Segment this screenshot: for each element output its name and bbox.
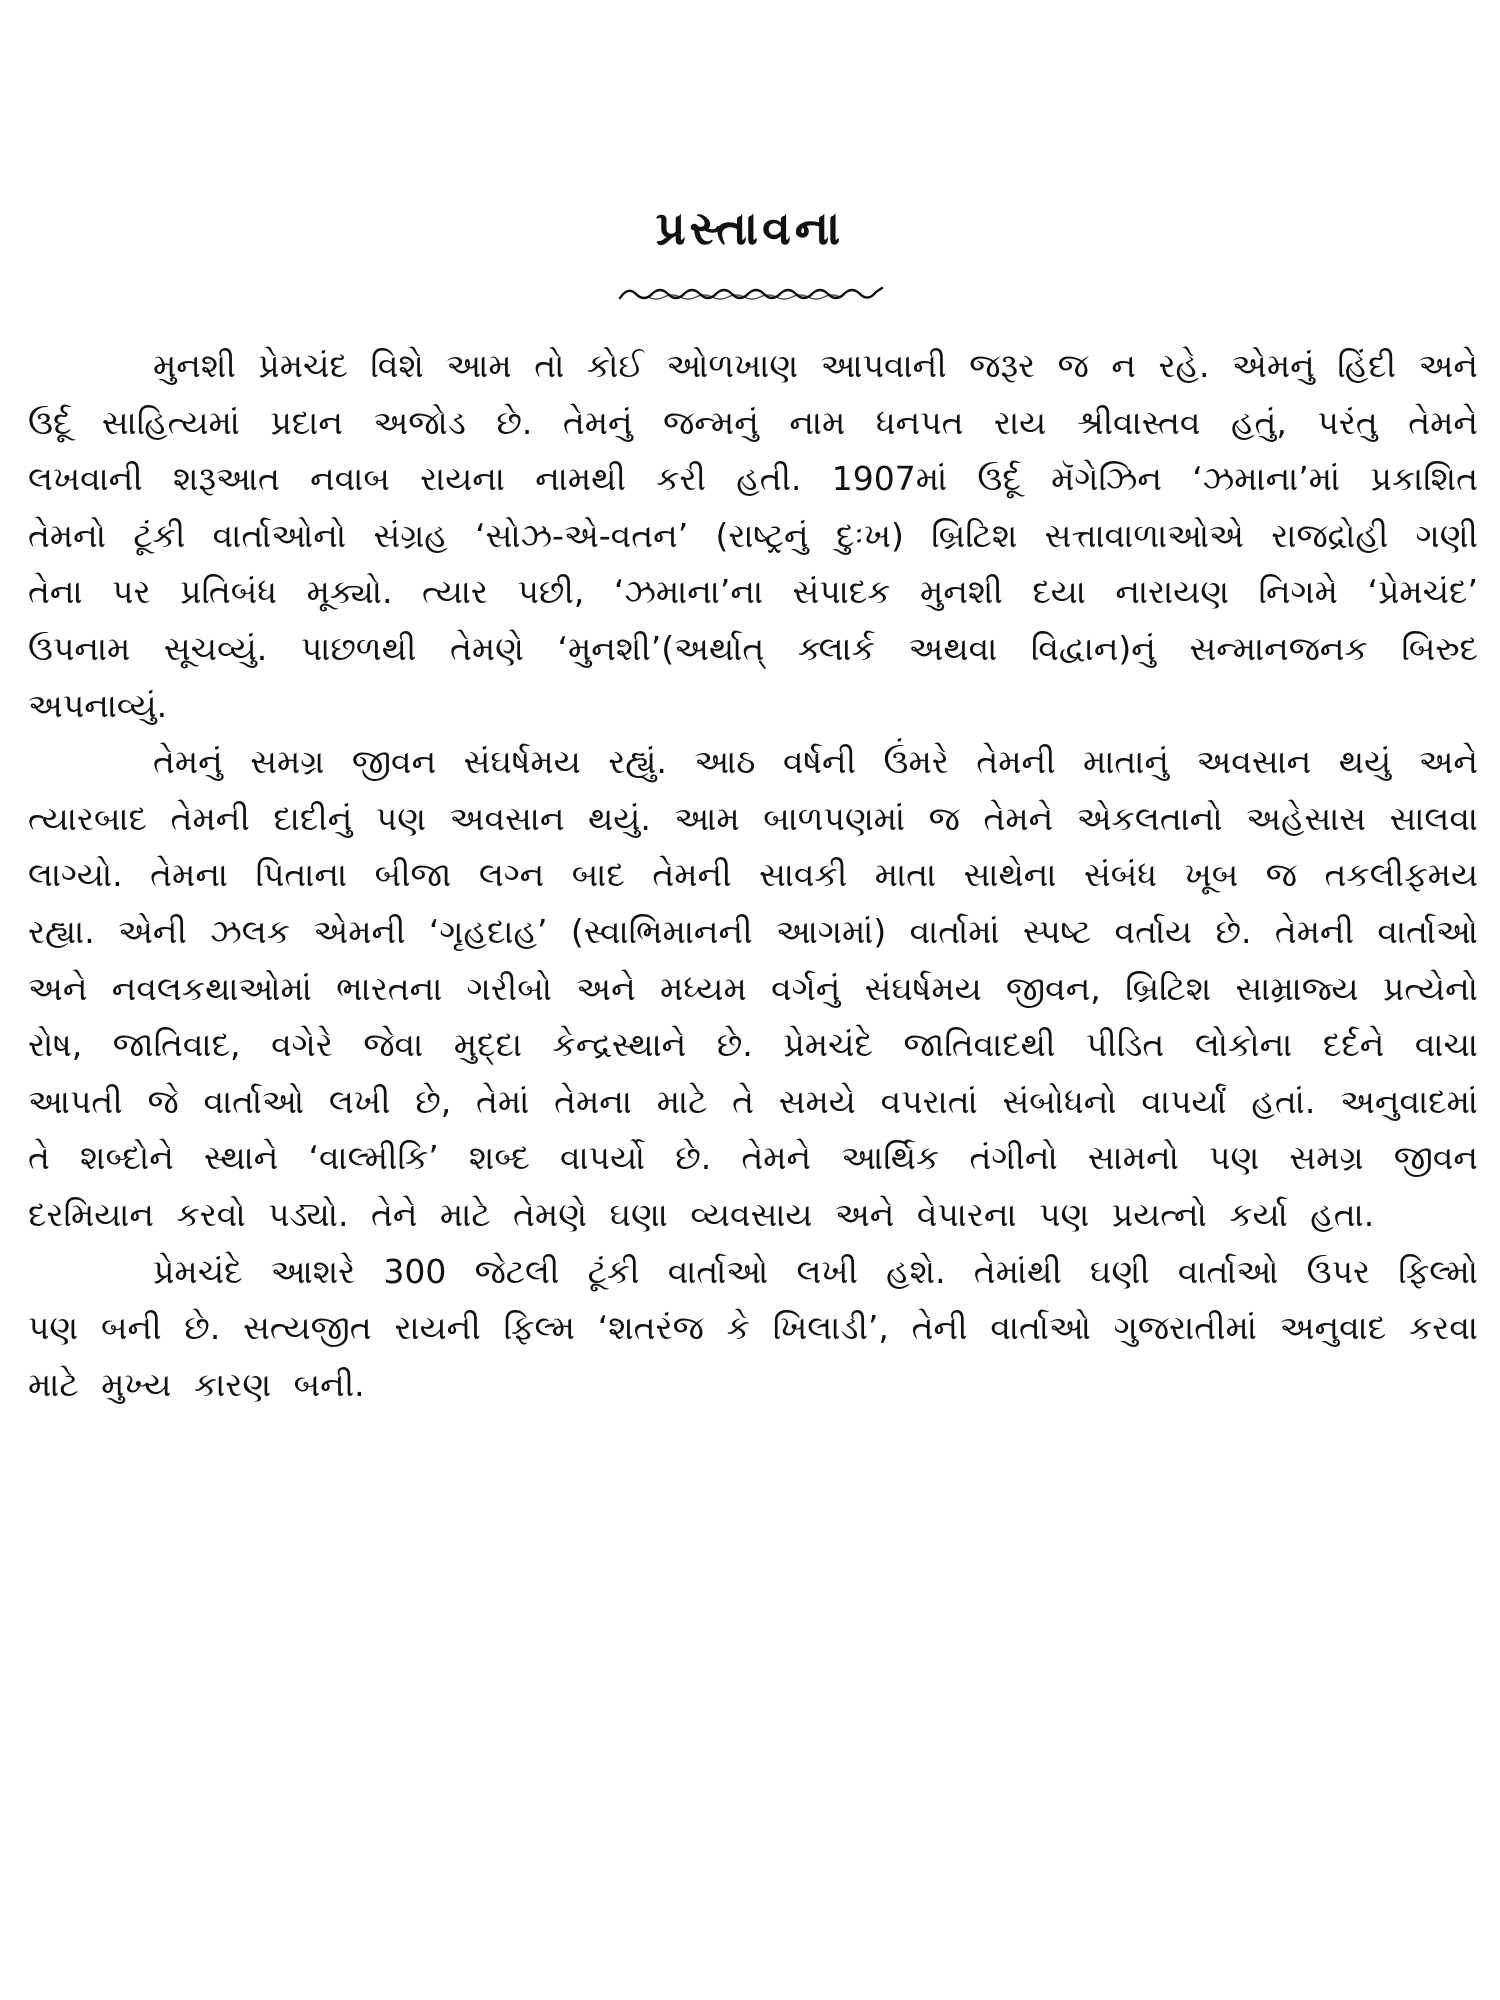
wavy-divider-ornament — [618, 282, 884, 306]
paragraph-3: પ્રેમચંદે આશરે 300 જેટલી ટૂંકી વાર્તાઓ લખી હશે. તેમાંથી ઘણી વાર્તાઓ ઉપર ફિલ્મો પણ બની છે. સત્યજીત રાયની ફિલ્મ ‘શતરંજ કે ખિલાડી’, તેની વાર્તાઓ ગુજરાતીમાં અનુવાદ કરવા માટે મુખ્ય કારણ બની. — [28, 1251, 1478, 1404]
body-text — [28, 338, 1478, 1413]
paragraph-1: મુનશી પ્રેમચંદ વિશે આમ તો કોઈ ઓળખાણ આપવાની જરૂર જ ન રહે. એમનું હિંદી અને ઉર્દૂ સાહિત્યમાં પ્રદાન અજોડ છે. તેમનું જન્મનું નામ ધનપત રાય શ્રીવાસ્તવ હતું, પરંતુ તેમને લખવાની શરૂઆત નવાબ રાયના નામથી કરી હતી. 1907માં ઉર્દૂ મૅગેઝિન ‘ઝમાના’માં પ્રકાશિત તેમનો ટૂંકી વાર્તાઓનો સંગ્રહ ‘સોઝ-એ-વતન’ (રાષ્ટ્રનું દુઃખ) બ્રિટિશ સત્તાવાળાઓએ રાજદ્રોહી ગણી તેના પર પ્રતિબંધ મૂક્યો. ત્યાર પછી, ‘ઝમાના’ના સંપાદક મુનશી દયા નારાયણ નિગમે ‘પ્રેમચંદ’ ઉપનામ સૂચવ્યું. પાછળથી તેમણે ‘મુનશી’(અર્થાત્ ક્લાર્ક અથવા વિદ્વાન)નું સન્માનજનક બિરુદ અપનાવ્યું. — [28, 346, 1478, 725]
paragraph-2: તેમનું સમગ્ર જીવન સંઘર્ષમય રહ્યું. આઠ વર્ષની ઉંમરે તેમની માતાનું અવસાન થયું અને ત્યારબાદ તેમની દાદીનું પણ અવસાન થયું. આમ બાળપણમાં જ તેમને એકલતાનો અહેસાસ સાલવા લાગ્યો. તેમના પિતાના બીજા લગ્ન બાદ તેમની સાવકી માતા સાથેના સંબંધ ખૂબ જ તકલીફમય રહ્યા. એની ઝલક એમની ‘ગૃહદાહ’ (સ્વાભિમાનની આગમાં) વાર્તામાં સ્પષ્ટ વર્તાય છે. તેમની વાર્તાઓ અને નવલકથાઓમાં ભારતના ગરીબો અને મધ્યમ વર્ગનું સંઘર્ષમય જીવન, બ્રિટિશ સામ્રાજ્ય પ્રત્યેનો રોષ, જાતિવાદ, વગેરે જેવા મુદ્દા કેન્દ્રસ્થાને છે. પ્રેમચંદે જાતિવાદથી પીડિત લોકોના દર્દને વાચા આપતી જે વાર્તાઓ લખી છે, તેમાં તેમના માટે તે સમયે વપરાતાં સંબોધનો વાપર્યાં હતાં. અનુવાદમાં તે શબ્દોને સ્થાને ‘વાલ્મીકિ’ શબ્દ વાપર્યો છે. તેમને આર્થિક તંગીનો સામનો પણ સમગ્ર જીવન દરમિયાન કરવો પડ્યો. તેને માટે તેમણે ઘણા વ્યવસાય અને વેપારના પણ પ્રયત્નો કર્યા હતા. — [28, 742, 1478, 1234]
page-title: પ્રસ્તાવના — [655, 201, 845, 255]
